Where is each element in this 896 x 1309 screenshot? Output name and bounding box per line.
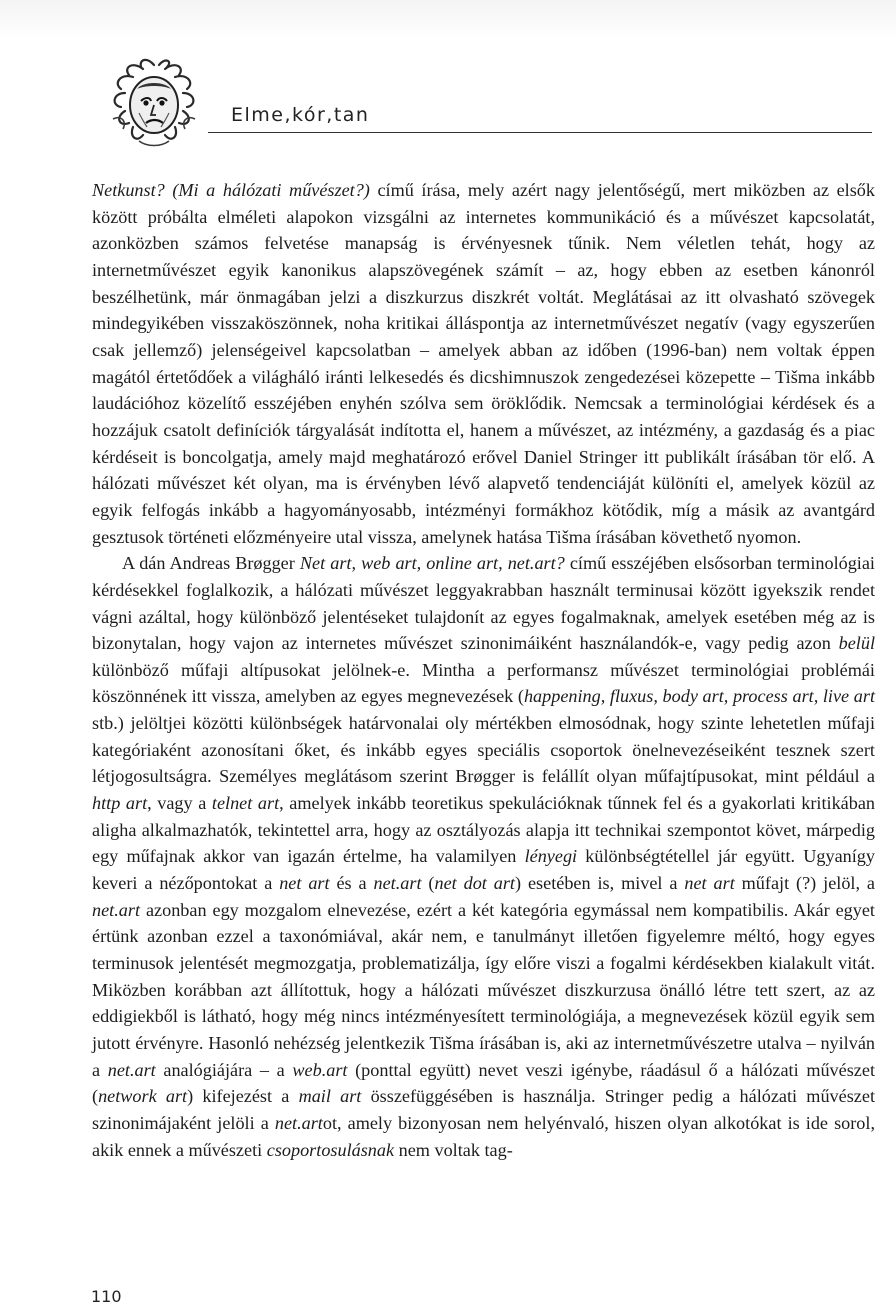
italic-run: web.art xyxy=(292,1059,348,1080)
text-run: ) kifejezést a xyxy=(187,1086,299,1107)
text-run: A dán Andreas Brøgger xyxy=(122,553,300,574)
italic-run: Netkunst? (Mi a hálózati művészet?) xyxy=(92,180,370,200)
header-rule xyxy=(208,132,872,133)
text-run: ot, amely bizonyosan nem helyénvaló, hiszen olyan alkotókat is ide sorol, akik ennek a művészeti xyxy=(92,1112,875,1160)
text-run: című írása, mely azért nagy jelentőségű, mert miközben az elsők között próbálta elméleti alapokon vizsgálni az internetes kommunikáció és a művészet kapcsolatát, azonközben számos felvetése manapság is érvényesnek tűnik. Nem véletlen tehát, hogy az internetművészet egyik kanonikus alapszövegének számít – az, hogy ebben az esetben kánonról beszélhetünk, már önmagában jelzi a diszkurzus diszkrét voltát. Meglátásai az itt olvasható szövegek mindegyikében visszaköszönnek, noha kritikai álláspontja az internetművészet negatív (vagy egyszerűen csak jellemző) jelenségeivel kapcsolatban – amelyek abban az időben (1996-ban) nem voltak éppen magától értetődőek a világháló iránti lelkesedés és dicshimnuszok zengedezései közepette – Tišma inkább laudációhoz közelítő esszéjében enyhén szólva sem öröklődik. Nemcsak a terminológiai kérdések és a hozzájuk csatolt definíciók tárgyalását indította el, hanem a művészet, az intézmény, a gazdaság és a piac kérdéseit is boncolgatja, amely majd meghatározó erővel Daniel Stringer itt publikált írásában tör elő. A hálózati művészet két olyan, ma is érvényben lévő alapvető tendenciáját különíti el, amelyek közül az egyik felfogás inkább a hagyományosabb, intézményi formákhoz kötődik, míg a másik az avantgárd gesztusok történeti előzményeire utal vissza, amelynek hatása Tišma írásában követhető nyomon. xyxy=(92,180,875,547)
text-run: , vagy a xyxy=(147,793,212,814)
paragraph-1 xyxy=(92,177,875,550)
italic-run: telnet art xyxy=(211,793,280,814)
page-number: 110 xyxy=(91,1287,122,1306)
italic-run: http art xyxy=(92,793,148,814)
italic-run: net.art xyxy=(274,1112,323,1133)
text-run: ) esetében is, mivel a xyxy=(515,873,685,894)
italic-run: happening, fluxus, body art, process art, live art xyxy=(523,686,875,707)
text-run: azonban egy mozgalom elnevezése, ezért a két kategória egymással nem kompatibilis. Akár egyet értünk azonban ezzel a taxonómiával, akár nem, e tanulmányt illetően figyelemre méltó, hogy egyes terminusok jelentését megmozgatja, problematizálja, így előre viszi a fogalmi kérdésekben kialakult vitát. Miközben korábban azt állítottuk, hogy a hálózati művészet diszkurzusa önálló létre tett szert, az az eddigiekből is látható, hogy még nincs intézményesített terminológiája, a megnevezések közül egyik sem jutott érvényre. Hasonló nehézség jelentkezik Tišma írásában is, aki az internetművészetre utalva – nyilván a xyxy=(92,899,875,1080)
text-run: különbségtétellel jár együtt. Ugyanígy keveri a nézőpontokat a xyxy=(92,846,875,894)
italic-run: net art xyxy=(279,873,330,894)
scan-shadow xyxy=(0,0,896,40)
italic-run: belül xyxy=(838,633,875,654)
italic-run: net.art xyxy=(92,899,140,920)
italic-run: csoportosulásnak xyxy=(266,1139,395,1160)
medusa-head-icon xyxy=(103,55,205,151)
text-run: összefüggésében is használja. Stringer pedig a hálózati művészet szinonimájaként jelöli a xyxy=(92,1086,875,1133)
italic-run: net.art xyxy=(107,1059,156,1080)
text-run: ( xyxy=(421,873,435,894)
italic-run: net.art xyxy=(373,873,422,894)
italic-run: Net art, web art, online art, net.art? xyxy=(299,553,565,574)
text-run: című esszéjében elsősorban terminológiai kérdésekkel foglalkozik, a hálózati művészet leggyakrabban használt terminusai között igyekszik rendet vágni azáltal, hogy különböző jelentéseket tulajdonít az egyes fogalmaknak, amelyek esetében még az is bizonytalan, hogy vajon az internetes művészet szinonimáiként használandók-e, vagy pedig azon xyxy=(92,553,875,654)
text-run: analógiájára – a xyxy=(155,1059,293,1080)
paragraph-2 xyxy=(92,550,875,1163)
text-run: (ponttal együtt) nevet veszi igénybe, ráadásul ő a hálózati művészet ( xyxy=(92,1059,875,1107)
italic-run: net dot art xyxy=(434,873,515,894)
text-run: stb.) jelöltjei közötti különbségek határvonalai oly mértékben elmosódnak, hogy szinte lehetetlen műfaji kategóriaként azonosítani őket, és inkább egyes speciális csoportok önelnevezéseiként tesznek szert létjogosultságra. Személyes meglátásom szerint Brøgger is felállít olyan műfajtípusokat, mint például a xyxy=(92,713,875,787)
italic-run: mail art xyxy=(298,1086,362,1107)
text-run: műfajt (?) jelöl, a xyxy=(734,873,875,894)
text-run: különböző műfaji altípusokat jelölnek-e. Mintha a performansz művészet terminológiai problémái köszönnének itt vissza, amelyben az egyes megnevezések ( xyxy=(92,659,875,707)
text-run: nem voltak tag- xyxy=(394,1139,513,1160)
italic-run: net art xyxy=(684,873,735,894)
italic-run: network art xyxy=(98,1086,188,1107)
text-run: és a xyxy=(329,873,374,894)
italic-run: lényegi xyxy=(524,846,578,867)
running-head-title: Elme,kór,tan xyxy=(231,104,370,126)
text-run: , amelyek inkább teoretikus spekulációknak tűnnek fel és a gyakorlati kritikában aligha alkalmazhatók, tekintettel arra, hogy az osztályozás alapja itt technikai szempontot követ, márpedig egy műfajnak akkor van igazán értelme, ha valamilyen xyxy=(92,793,875,867)
body-text xyxy=(92,177,875,1163)
